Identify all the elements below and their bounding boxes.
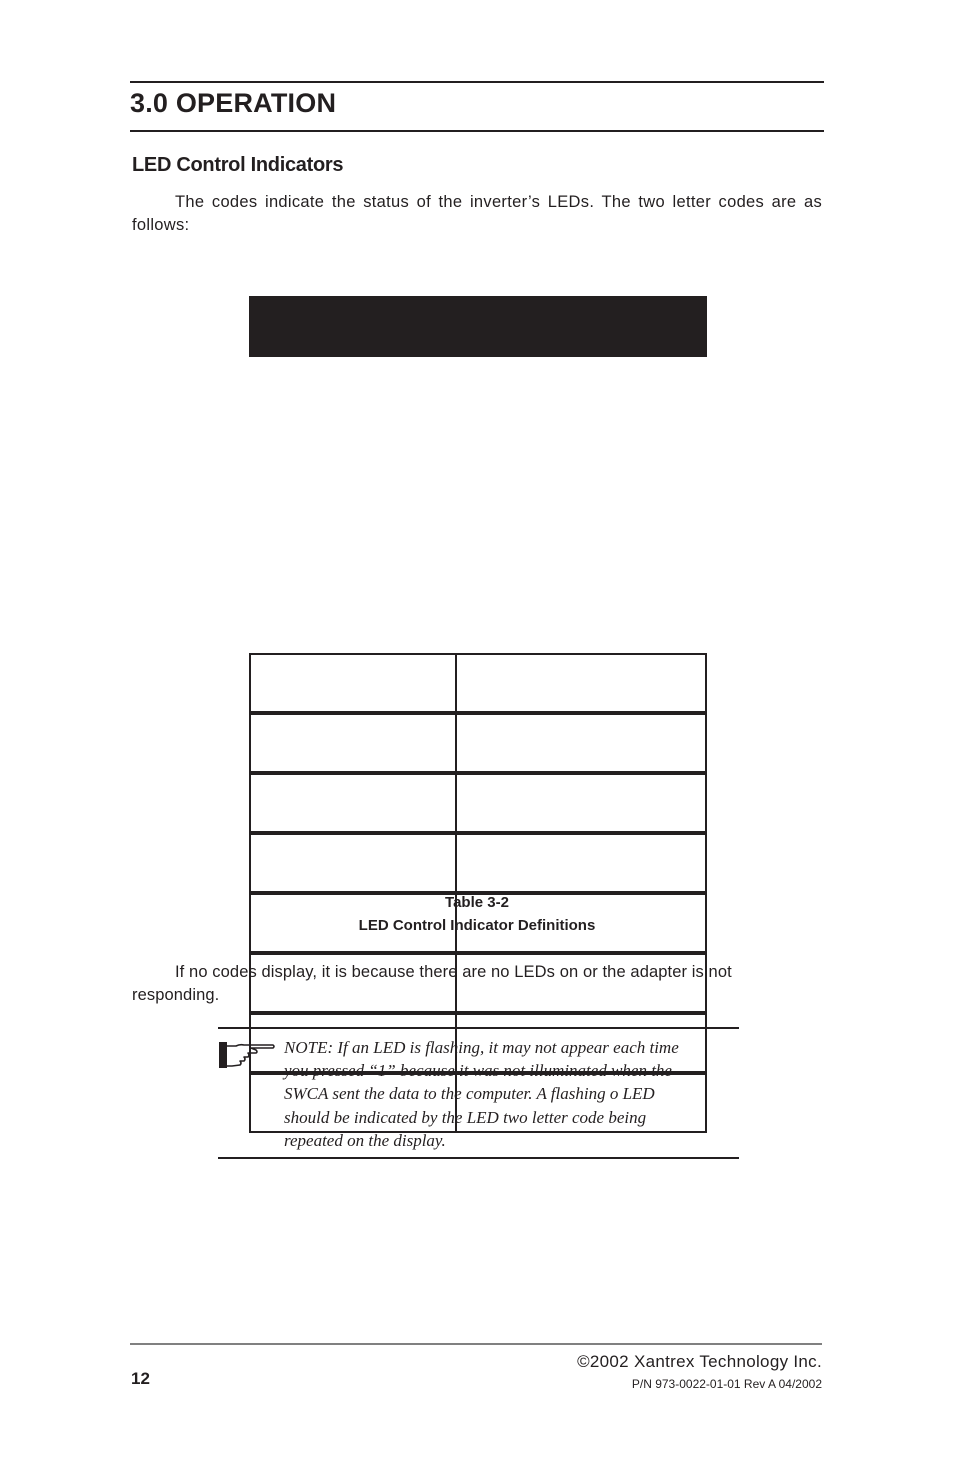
no-codes-paragraph: If no codes display, it is because there are no LEDs on or the adapter is not responding. — [132, 963, 732, 1004]
table-caption-number: Table 3-2 — [445, 894, 509, 911]
section-title: 3.0 OPERATION — [130, 88, 337, 118]
table-row — [249, 833, 707, 893]
led-code-table — [249, 296, 707, 840]
part-number: P/N 973-0022-01-01 Rev A 04/2002 — [631, 1377, 822, 1391]
note-text: NOTE: If an LED is flashing, it may not appear each time you pressed “1” because it was not illuminated when the SWCA sent the data to the computer. A flashing o LED should be indicated by the LED two letter code being repeated on the display. — [284, 1038, 679, 1150]
header-bottom-rule — [130, 130, 824, 132]
intro-paragraph: The codes indicate the status of the inverter’s LEDs. The two letter codes are as follows: — [132, 193, 822, 234]
code-cell — [249, 713, 457, 773]
note-top-rule — [218, 1027, 739, 1029]
meaning-cell — [455, 773, 707, 833]
table-row — [249, 653, 707, 713]
subsection-heading: LED Control Indicators — [132, 154, 344, 176]
note-bottom-rule — [218, 1157, 739, 1159]
code-cell — [249, 773, 457, 833]
table-row — [249, 713, 707, 773]
code-cell — [249, 653, 457, 713]
copyright: ©2002 Xantrex Technology Inc. — [577, 1352, 822, 1371]
footer-rule — [130, 1343, 822, 1345]
meaning-cell — [455, 713, 707, 773]
header-top-rule — [130, 81, 824, 83]
table-row — [249, 773, 707, 833]
code-cell — [249, 833, 457, 893]
meaning-cell — [455, 653, 707, 713]
meaning-cell — [455, 833, 707, 893]
page-number: 12 — [131, 1369, 150, 1388]
table-caption-title: LED Control Indicator Definitions — [358, 917, 596, 934]
pointing-hand-icon — [218, 1040, 276, 1070]
table-header — [249, 296, 707, 357]
